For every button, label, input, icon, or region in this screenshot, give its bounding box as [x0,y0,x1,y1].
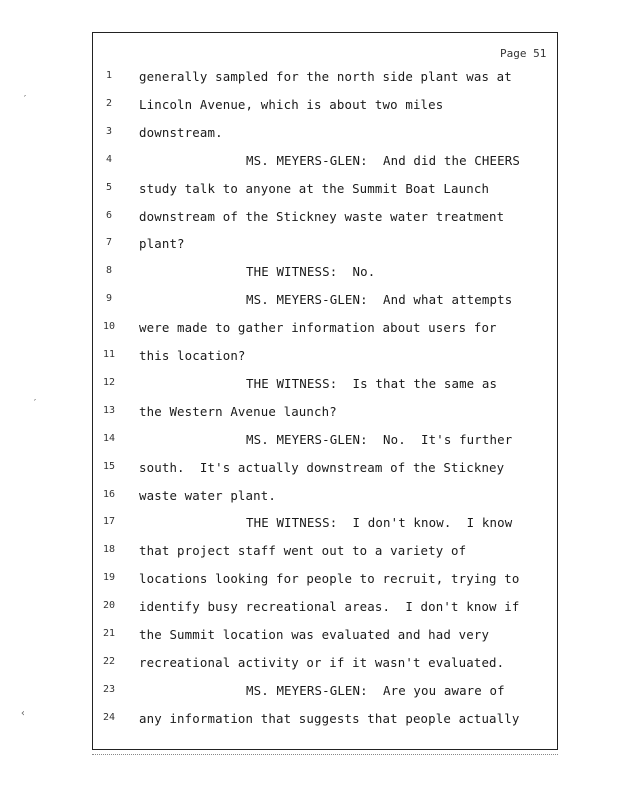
transcript-line: study talk to anyone at the Summit Boat Launch [139,180,490,196]
line-number: 23 [102,683,116,695]
transcript-line: south. It's actually downstream of the Stickney [139,459,505,475]
transcript-line: this location? [139,348,246,363]
transcript-line: THE WITNESS: No. [246,264,376,280]
line-number: 2 [105,97,113,109]
line-number: 22 [102,655,116,667]
transcript-line: the Western Avenue launch? [139,403,337,419]
line-number: 10 [102,321,116,333]
transcript-line: that project staff went out to a variety of [139,543,467,559]
line-number: 4 [105,153,113,165]
bottom-rule [92,754,558,755]
transcript-line: were made to gather information about users for [139,320,497,336]
transcript-line: recreational activity or if it wasn't evaluated. [139,654,505,670]
page-number: Page 51 [500,47,547,60]
margin-mark: ‹ [20,708,27,719]
line-number: 5 [105,181,113,193]
transcript-line: identify busy recreational areas. I don't know if [139,599,520,615]
transcript-line: THE WITNESS: I don't know. I know [246,515,513,531]
transcript-line: the Summit location was evaluated and had very [139,627,490,642]
line-number: 15 [102,460,116,472]
transcript-line: locations looking for people to recruit, trying to [139,571,520,587]
line-number: 12 [102,376,116,388]
transcript-line: downstream of the Stickney waste water treatment [139,208,505,224]
transcript-line: any information that suggests that people actually [139,710,520,726]
line-number: 24 [102,711,116,723]
margin-mark: ′ [22,94,29,105]
transcript-line: downstream. [139,124,223,140]
transcript-line: MS. MEYERS-GLEN: Are you aware of [246,682,505,698]
transcript-line: Lincoln Avenue, which is about two miles [139,96,444,112]
line-number: 16 [102,488,116,500]
line-number: 19 [102,572,116,584]
transcript-line: plant? [139,236,185,252]
line-number: 18 [102,544,116,556]
transcript-line: MS. MEYERS-GLEN: And what attempts [246,292,513,308]
line-number: 21 [102,628,116,639]
margin-mark: ′ [32,398,39,409]
line-number: 1 [105,70,113,81]
transcript-line: generally sampled for the north side plant was at [139,69,512,84]
transcript-line: THE WITNESS: Is that the same as [246,375,498,391]
transcript-line: MS. MEYERS-GLEN: And did the CHEERS [246,152,520,168]
line-number: 9 [105,293,113,305]
line-number: 14 [102,432,116,444]
line-number: 11 [102,349,116,360]
line-number: 3 [105,125,113,137]
line-number: 7 [105,237,113,249]
line-number: 13 [102,404,116,416]
line-number: 6 [105,209,113,221]
transcript-line: waste water plant. [139,487,276,503]
line-number: 17 [102,516,116,528]
transcript-line: MS. MEYERS-GLEN: No. It's further [246,431,513,447]
line-number: 8 [105,265,113,277]
line-number: 20 [102,600,116,612]
